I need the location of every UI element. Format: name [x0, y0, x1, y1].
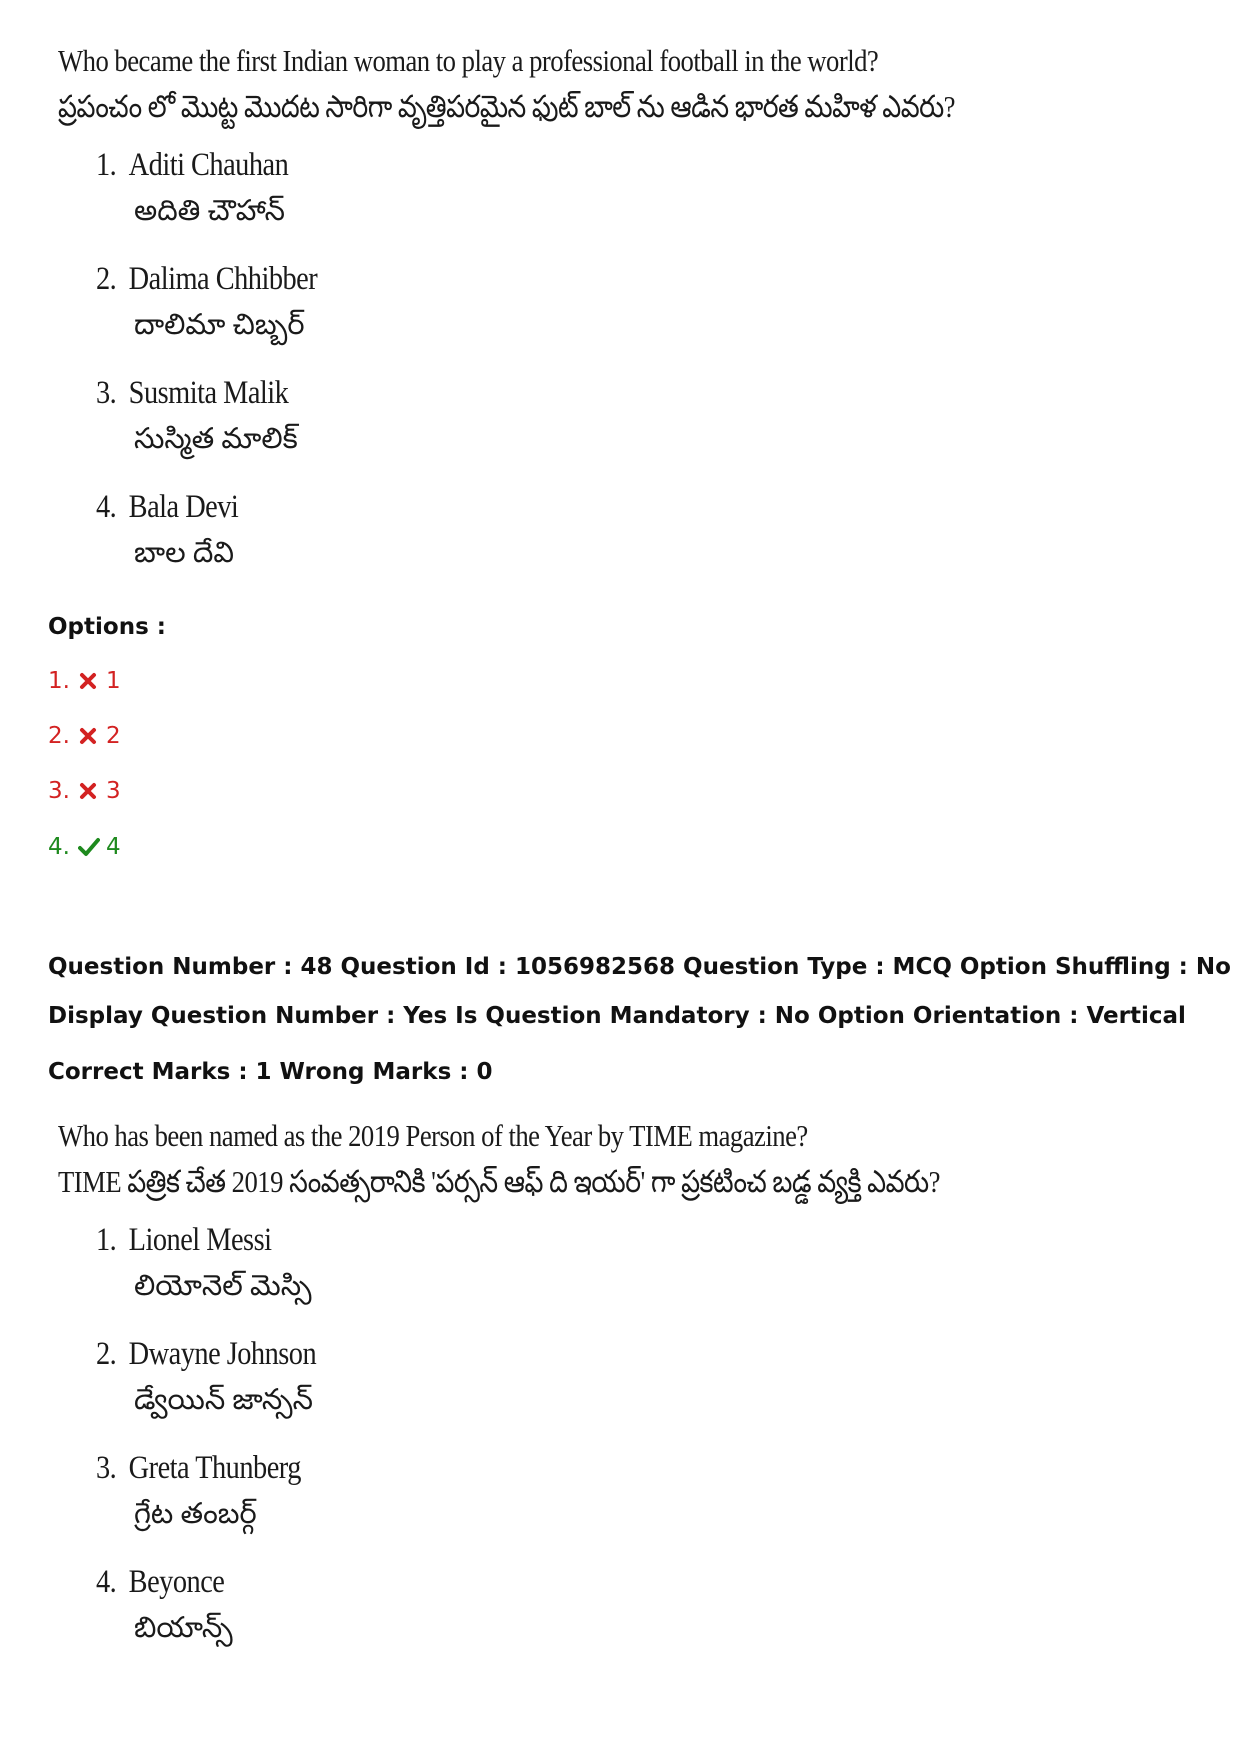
choice-item: [96, 142, 1058, 256]
choice-label-en: Greta Thunberg: [128, 1450, 301, 1486]
choice-list: [96, 1217, 1058, 1673]
question-47-image: [58, 38, 1058, 598]
choice-number: 1.: [96, 1222, 117, 1258]
choice-label-te: సుస్మిత మాలిక్: [134, 423, 298, 455]
cross-icon: [78, 726, 98, 746]
question-text-en: Who has been named as the 2019 Person of the Year by TIME magazine?: [58, 1118, 808, 1153]
question-48-image: [58, 1113, 1058, 1673]
choice-label-te: బియాన్స్: [134, 1612, 233, 1644]
choice-number: 3.: [96, 375, 117, 411]
choice-label-en: Lionel Messi: [128, 1222, 272, 1258]
option-row-2: [48, 723, 121, 749]
choice-item: [96, 484, 1058, 598]
question-meta-line-3: Correct Marks : 1 Wrong Marks : 0: [48, 1059, 493, 1085]
choice-label-en: Dwayne Johnson: [128, 1336, 317, 1372]
choice-label-te: లియోనెల్ మెస్సి: [134, 1270, 312, 1302]
choice-number: 4.: [96, 489, 117, 525]
choice-label-te: దాలిమా చిబ్బర్: [134, 309, 305, 341]
choice-label-te: డ్వేయిన్ జాన్సన్: [134, 1384, 313, 1416]
choice-item: [96, 1217, 1058, 1331]
choice-item: [96, 256, 1058, 370]
question-text-te: TIME పత్రిక చేత 2019 సంవత్సరానికి 'పర్సన్ ఆఫ్ ది ఇయర్' గా ప్రకటించ బడ్డ వ్యక్తి ఎవరు?: [58, 1164, 940, 1199]
question-text-te: ప్రపంచం లో మొట్ట మొదట సారిగా వృత్తిపరమైన ఫుట్ బాల్ ను ఆడిన భారత మహిళ ఎవరు?: [58, 89, 955, 124]
choice-number: 2.: [96, 1336, 117, 1372]
question-meta-line-2: Display Question Number : Yes Is Question Mandatory : No Option Orientation : Vertical: [48, 1003, 1186, 1029]
choice-number: 4.: [96, 1564, 117, 1600]
question-meta-line-1: Question Number : 48 Question Id : 1056982568 Question Type : MCQ Option Shuffling : No: [48, 954, 1231, 980]
option-number: 4.: [48, 834, 70, 860]
choice-item: [96, 1559, 1058, 1673]
option-value: 4: [105, 834, 121, 860]
choice-list: [96, 142, 1058, 598]
choice-number: 2.: [96, 261, 117, 297]
option-value: 2: [105, 723, 121, 749]
question-text-en: Who became the first Indian woman to play a professional football in the world?: [58, 43, 879, 78]
choice-label-en: Dalima Chhibber: [128, 261, 318, 297]
choice-item: [96, 1445, 1058, 1559]
option-row-3: [48, 778, 121, 804]
option-value: 3: [105, 778, 121, 804]
option-row-4: [48, 834, 121, 860]
choice-item: [96, 1331, 1058, 1445]
choice-label-te: గ్రేట తంబర్గ్: [134, 1498, 257, 1530]
options-heading: Options :: [48, 614, 166, 640]
option-value: 1: [105, 668, 121, 694]
cross-icon: [78, 671, 98, 691]
choice-label-en: Susmita Malik: [128, 375, 289, 411]
choice-label-en: Beyonce: [128, 1564, 225, 1600]
option-number: 1.: [48, 668, 70, 694]
cross-icon: [78, 781, 98, 801]
choice-label-te: బాల దేవి: [134, 537, 234, 569]
choice-number: 1.: [96, 147, 117, 183]
option-number: 3.: [48, 778, 70, 804]
choice-label-en: Aditi Chauhan: [128, 147, 289, 183]
choice-item: [96, 370, 1058, 484]
choice-label-te: అదితి చౌహాన్: [134, 195, 286, 227]
option-number: 2.: [48, 723, 70, 749]
option-row-1: [48, 668, 121, 694]
choice-number: 3.: [96, 1450, 117, 1486]
check-icon: [78, 837, 98, 857]
choice-label-en: Bala Devi: [128, 489, 239, 525]
